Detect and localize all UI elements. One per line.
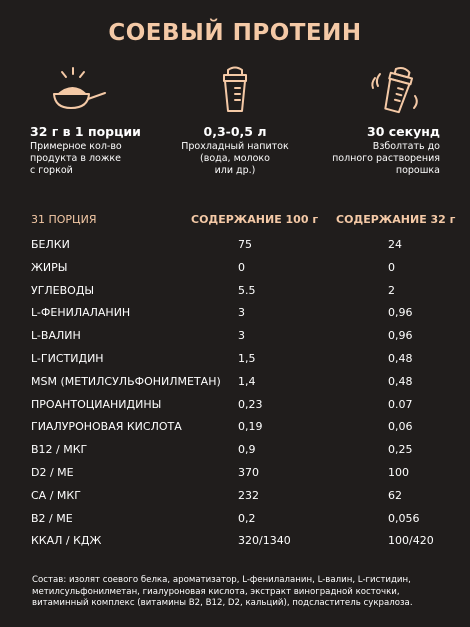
value-32g: 2 [388, 283, 395, 297]
column-header-100g: СОДЕРЖАНИЕ 100 г [191, 213, 319, 226]
value-32g: 0,48 [388, 374, 413, 388]
value-32g: 100 [388, 465, 409, 479]
value-100g: 0,19 [238, 420, 263, 434]
nutrient-name: B12 / МКГ [31, 443, 88, 457]
feature-heading: 0,3-0,5 л [203, 124, 267, 139]
composition-text: Состав: изолят соевого белка, ароматизатор, L-фенилаланин, L-валин, L-гистидин, метилсульфонилметан, гиалуроновая кислота, экстракт виноградной косточки, витаминный комплекс (витамины В2, В12, D2, кальций), подсластитель сукралоза. [32, 575, 413, 608]
value-32g: 0 [388, 260, 395, 274]
table-row [31, 485, 451, 508]
table-row [31, 325, 451, 348]
value-32g: 0,25 [388, 443, 413, 457]
column-header-32g: СОДЕРЖАНИЕ 32 г [336, 213, 456, 226]
table-header [31, 209, 456, 231]
nutrient-name: MSM (МЕТИЛСУЛЬФОНИЛМЕТАН) [31, 374, 221, 388]
value-100g: 1,5 [238, 351, 256, 365]
nutrient-name: В2 / МЕ [31, 511, 73, 525]
feature-description: Прохладный напиток (вода, молоко или др.) [181, 141, 289, 176]
nutrient-name: ГИАЛУРОНОВАЯ КИСЛОТА [31, 420, 182, 434]
nutrient-name: БЕЛКИ [31, 238, 70, 251]
value-100g: 3 [238, 306, 245, 320]
value-32g: 62 [388, 488, 402, 502]
value-100g: 0,9 [238, 443, 256, 457]
table-row [31, 416, 451, 439]
page-title: СОЕВЫЙ ПРОТЕИН [108, 20, 362, 46]
value-100g: 3 [238, 329, 245, 343]
value-100g: 0,23 [238, 397, 263, 411]
feature-liquid [160, 64, 310, 177]
nutrient-name: ККАЛ / КДЖ [31, 534, 102, 548]
nutrition-table [31, 209, 456, 553]
table-row [31, 234, 451, 257]
value-32g: 100/420 [388, 534, 434, 548]
table-row [31, 530, 451, 553]
value-32g: 0,06 [388, 420, 413, 434]
shaker-icon [195, 64, 275, 116]
value-32g: 0.07 [388, 397, 413, 411]
value-100g: 5.5 [238, 283, 256, 297]
feature-heading: 30 секунд [367, 124, 440, 139]
value-100g: 232 [238, 488, 259, 502]
value-100g: 75 [238, 238, 252, 251]
feature-description: Примерное кол-во продукта в ложке с горкой [30, 141, 122, 176]
feature-time [318, 64, 468, 177]
value-32g: 24 [388, 238, 402, 251]
feature-description: Взболтать до полного растворения порошка [332, 141, 440, 176]
table-row [31, 394, 451, 417]
value-32g: 0,056 [388, 511, 420, 525]
value-32g: 0,48 [388, 351, 413, 365]
nutrient-name: D2 / МЕ [31, 465, 74, 479]
shaking-shaker-icon [353, 64, 433, 116]
value-100g: 0,2 [238, 511, 256, 525]
table-row [31, 348, 451, 371]
table-row [31, 508, 451, 531]
table-row [31, 371, 451, 394]
nutrient-name: СА / МКГ [31, 488, 81, 502]
value-32g: 0,96 [388, 306, 413, 320]
column-header-portion: 31 ПОРЦИЯ [31, 213, 97, 226]
nutrient-name: УГЛЕВОДЫ [31, 283, 95, 297]
feature-heading: 32 г в 1 порции [30, 124, 141, 139]
value-100g: 320/1340 [238, 534, 291, 548]
nutrient-name: ПРОАНТОЦИАНИДИНЫ [31, 397, 162, 411]
table-row [31, 302, 451, 325]
nutrient-name: L-ВАЛИН [31, 329, 81, 343]
feature-portion [0, 64, 150, 177]
nutrient-name: L-ГИСТИДИН [31, 351, 104, 365]
table-row [31, 462, 451, 485]
scoop-icon [35, 64, 115, 116]
nutrient-name: ЖИРЫ [31, 260, 68, 274]
value-100g: 0 [238, 260, 245, 274]
table-row [31, 280, 451, 303]
value-100g: 370 [238, 465, 259, 479]
value-100g: 1,4 [238, 374, 256, 388]
value-32g: 0,96 [388, 329, 413, 343]
table-row [31, 257, 451, 280]
nutrient-name: L-ФЕНИЛАЛАНИН [31, 306, 131, 320]
table-row [31, 439, 451, 462]
